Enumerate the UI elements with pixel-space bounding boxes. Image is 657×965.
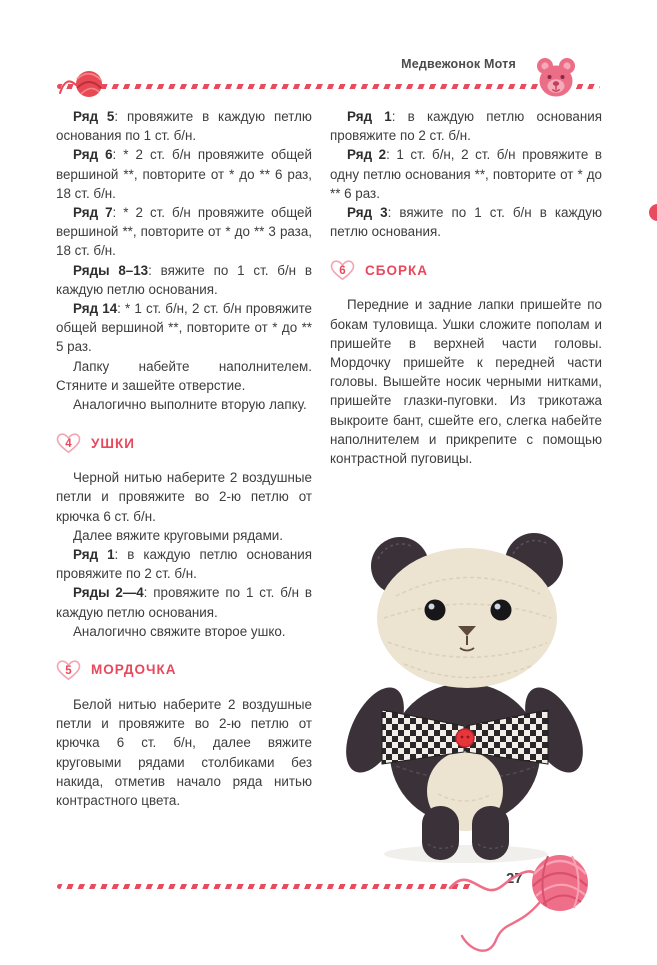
row-label: Ряд 7: [73, 205, 113, 221]
heart-number-icon: [56, 658, 81, 682]
section-header-assembly: [330, 258, 602, 282]
row-label: Ряд 14: [73, 301, 118, 317]
instruction-paragraph: [56, 622, 312, 641]
row-text: : вяжите по 1 ст. б/н в каждую петлю основания.: [330, 205, 602, 240]
section-header-ears: [56, 431, 312, 455]
instruction-paragraph: [56, 468, 312, 526]
heart-number-icon: [330, 258, 355, 282]
row-text: : * 1 ст. б/н, 2 ст. б/н провяжите общей вершиной **, повторите от * до ** 5 раз.: [56, 301, 312, 355]
left-column: [56, 107, 312, 810]
row-text: : 1 ст. б/н, 2 ст. б/н провяжите в одну петлю основания **, повторите от * до ** 6 раз.: [330, 147, 602, 201]
section-number: 4: [65, 437, 72, 450]
row-text: : в каждую петлю основания провяжите по 2 ст. б/н.: [330, 109, 602, 144]
row-label: Ряд 3: [347, 205, 388, 221]
section-number: 5: [65, 664, 72, 677]
bottom-stitch-border: [57, 884, 473, 889]
row-text: Передние и задние лапки пришейте по бокам туловища. Ушки сложите пополам и пришейте в верхней части головы. Мордочку пришейте к передней части головы. Вышейте носик черными нитками, пришейте глазки-пуговки. Из трикотажа выкроите бант, сшейте его, слегка набейте наполнителем и прикрепите с помощью контрастной пуговицы.: [330, 297, 602, 467]
row-text: : * 2 ст. б/н провяжите общей вершиной **, повторите от * до ** 6 раз, 18 ст. б/н.: [56, 147, 312, 201]
row-label: Ряд 2: [347, 147, 387, 163]
teddy-bear-icon: [534, 55, 578, 99]
row-text: : провяжите по 1 ст. б/н в каждую петлю основания.: [56, 585, 312, 620]
yarn-ball-icon: [448, 836, 608, 960]
row-text: Аналогично выполните вторую лапку.: [73, 397, 307, 413]
section-title: УШКИ: [91, 435, 135, 451]
row-label: Ряд 1: [73, 547, 115, 563]
row-label: Ряды 2—4: [73, 585, 144, 601]
row-text: : провяжите в каждую петлю основания по 1 ст. б/н.: [56, 109, 312, 144]
row-text: : * 2 ст. б/н провяжите общей вершиной **, повторите от * до ** 3 раза, 18 ст. б/н.: [56, 205, 312, 259]
instruction-paragraph: [56, 145, 312, 203]
instruction-paragraph: [330, 203, 602, 241]
section-number: 6: [339, 264, 346, 277]
top-stitch-border: [57, 84, 600, 89]
heart-number-icon: [56, 431, 81, 455]
row-text: Аналогично свяжите второе ушко.: [73, 623, 286, 639]
panda-toy-photo: [338, 514, 590, 866]
instruction-paragraph: [56, 107, 312, 145]
row-text: : вяжите по 1 ст. б/н в каждую петлю основания.: [56, 262, 312, 297]
row-label: Ряд 6: [73, 147, 113, 163]
row-label: Ряды 8–13: [73, 262, 149, 278]
instruction-paragraph: [56, 395, 312, 414]
instruction-paragraph: [56, 526, 312, 545]
right-column: [330, 107, 602, 468]
instruction-paragraph: [56, 545, 312, 583]
section-title: МОРДОЧКА: [91, 662, 177, 678]
yarn-ball-icon: [58, 67, 108, 103]
row-text: : в каждую петлю основания провяжите по 2 ст. б/н.: [56, 547, 312, 582]
instruction-paragraph: [56, 583, 312, 621]
instruction-paragraph: [56, 357, 312, 395]
instruction-paragraph: [330, 107, 602, 145]
row-text: Далее вяжите круговыми рядами.: [73, 527, 283, 543]
instruction-paragraph: [330, 295, 602, 468]
instruction-paragraph: [56, 299, 312, 357]
section-header-muzzle: [56, 658, 312, 682]
page-title: Медвежонок Мотя: [401, 57, 516, 71]
row-label: Ряд 1: [347, 109, 392, 124]
page-edge-marker: [649, 204, 657, 221]
row-text: Белой нитью наберите 2 воздушные петли и провяжите во 2-ю петлю от крючка 6 ст. б/н, далее вяжите круговыми рядами столбиками без накида, отметив начало ряда нитью контрастного цвета.: [56, 697, 312, 809]
instruction-paragraph: [56, 203, 312, 261]
section-title: СБОРКА: [365, 262, 428, 278]
instruction-paragraph: [56, 261, 312, 299]
row-text: Черной нитью наберите 2 воздушные петли и провяжите во 2-ю петлю от крючка 6 ст. б/н.: [56, 470, 312, 524]
instruction-paragraph: [56, 695, 312, 810]
row-text: Лапку набейте наполнителем. Стяните и зашейте отверстие.: [56, 358, 312, 393]
instruction-paragraph: [330, 145, 602, 203]
row-label: Ряд 5: [73, 109, 115, 124]
page-number: 27: [506, 870, 523, 887]
